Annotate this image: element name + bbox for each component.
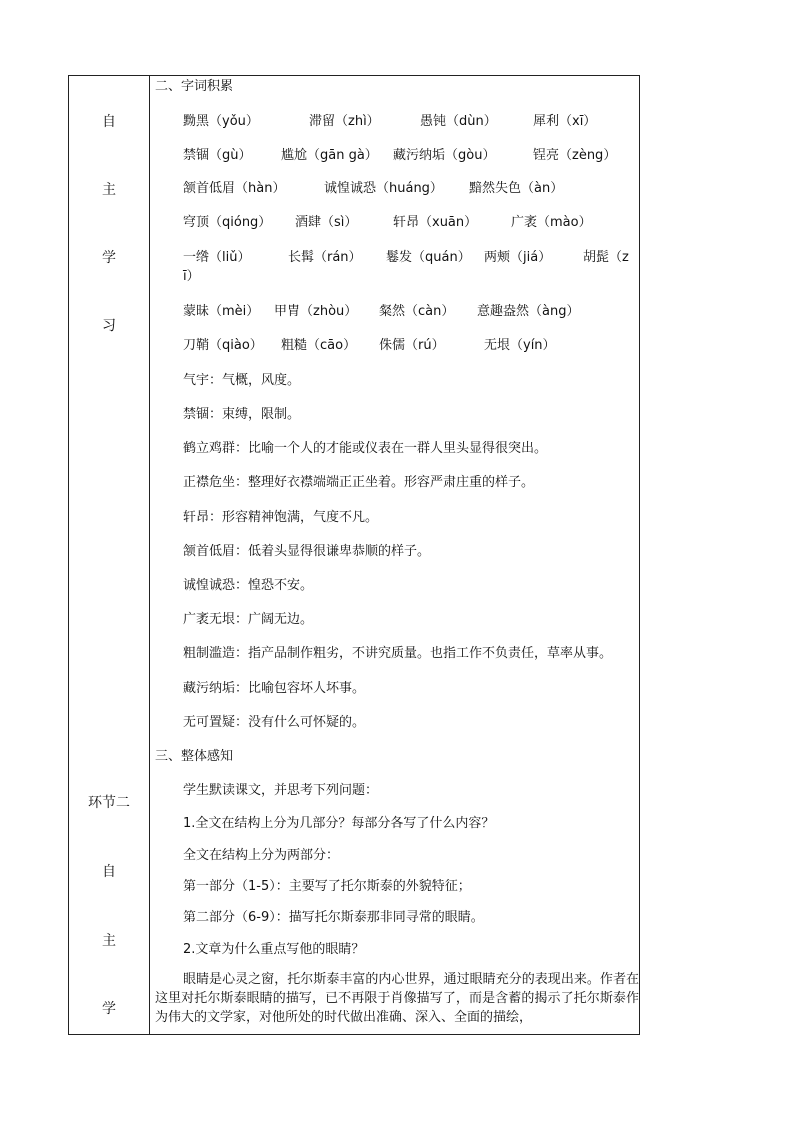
definition: 诚惶诚恐：惶恐不安。 [183, 578, 314, 593]
left-label: 习 [102, 318, 116, 334]
vocab-word: 颔首低眉（hàn） [183, 181, 286, 196]
vocab-word: 甲胄（zhòu） [274, 304, 358, 319]
vocab-word: 黯然失色（àn） [469, 181, 564, 196]
vocab-word: 意趣盎然（àng） [477, 304, 580, 319]
definition: 气宇：气概，风度。 [183, 373, 301, 388]
vocab-word: 蒙昧（mèi） [183, 304, 260, 319]
definition: 正襟危坐：整理好衣襟端端正正坐着。形容严肃庄重的样子。 [183, 475, 535, 490]
vocab-word: 无垠（yín） [484, 338, 556, 353]
vocab-word: 藏污纳垢（gòu） [393, 148, 496, 163]
definition: 颔首低眉：低着头显得很谦卑恭顺的样子。 [183, 544, 431, 559]
vocab-word: 侏儒（rú） [379, 338, 445, 353]
vocab-word: 粗糙（cāo） [281, 338, 357, 353]
overview-intro: 学生默读课文，并思考下列问题： [183, 783, 379, 798]
vocab-word: 一绺（liǔ） [183, 250, 251, 265]
left-label: 学 [102, 250, 116, 266]
overview-heading: 三、整体感知 [155, 749, 234, 764]
vocab-word: 广袤（mào） [511, 215, 592, 230]
answer-1-lead: 全文在结构上分为两部分： [183, 848, 340, 863]
definition: 藏污纳垢：比喻包容坏人坏事。 [183, 681, 366, 696]
vocab-heading: 二、字词积累 [155, 79, 234, 94]
left-label: 主 [102, 182, 116, 198]
vocab-word: 犀利（xī） [533, 114, 597, 129]
question-1: 1.全文在结构上分为几部分？每部分各写了什么内容？ [183, 816, 495, 831]
vocab-word: 鬈发（quán） [386, 250, 471, 265]
lesson-table [68, 75, 640, 1035]
definition: 禁锢：束缚，限制。 [183, 407, 301, 422]
answer-1-part2: 第二部分（6-9）：描写托尔斯泰那非同寻常的眼睛。 [183, 910, 484, 925]
vocab-word: 黝黑（yǒu） [183, 114, 259, 129]
vocab-word: 长髯（rán） [288, 250, 362, 265]
section-title: 环节二 [88, 795, 130, 811]
definition: 鹤立鸡群：比喻一个人的才能或仪表在一群人里头显得很突出。 [183, 441, 548, 456]
vocab-wrap: ī） [183, 269, 200, 284]
vocab-word: 尴尬（gān gà） [281, 148, 378, 163]
definition: 粗制滥造：指产品制作粗劣，不讲究质量。也指工作不负责任，草率从事。 [183, 646, 613, 661]
vocab-word: 禁锢（gù） [183, 148, 252, 163]
vocab-word: 锃亮（zèng） [533, 148, 617, 163]
definition: 广袤无垠：广阔无边。 [183, 612, 314, 627]
vocab-word: 刀鞘（qiào） [183, 338, 263, 353]
answer-2: 眼睛是心灵之窗，托尔斯泰丰富的内心世界，通过眼睛充分的表现出来。作者在这里对托尔斯泰眼睛的描写，已不再限于肖像描写了，而是含蓄的揭示了托尔斯泰作为伟大的文学家，对他所处的时代做出准确、深入、全面的描绘， [155, 972, 639, 1025]
vocab-word: 胡髭（z [583, 250, 629, 265]
left-label: 自 [102, 114, 116, 130]
vocab-word: 穹顶（qióng） [183, 215, 272, 230]
vocab-word: 诚惶诚恐（huáng） [324, 181, 443, 196]
vocab-word: 轩昂（xuān） [393, 215, 478, 230]
left-label: 主 [102, 933, 116, 949]
vocab-word: 酒肆（sì） [295, 215, 358, 230]
left-label: 自 [102, 864, 116, 880]
definition: 无可置疑：没有什么可怀疑的。 [183, 715, 366, 730]
vocab-word: 愚钝（dùn） [420, 114, 497, 129]
left-label: 学 [102, 1001, 116, 1017]
vocab-word: 粲然（càn） [379, 304, 455, 319]
column-divider [149, 76, 150, 1034]
vocab-word: 滞留（zhì） [309, 114, 380, 129]
answer-1-part1: 第一部分（1-5）：主要写了托尔斯泰的外貌特征； [183, 879, 471, 894]
vocab-word: 两颊（jiá） [484, 250, 552, 265]
question-2: 2.文章为什么重点写他的眼睛？ [183, 942, 365, 957]
definition: 轩昂：形容精神饱满，气度不凡。 [183, 510, 379, 525]
